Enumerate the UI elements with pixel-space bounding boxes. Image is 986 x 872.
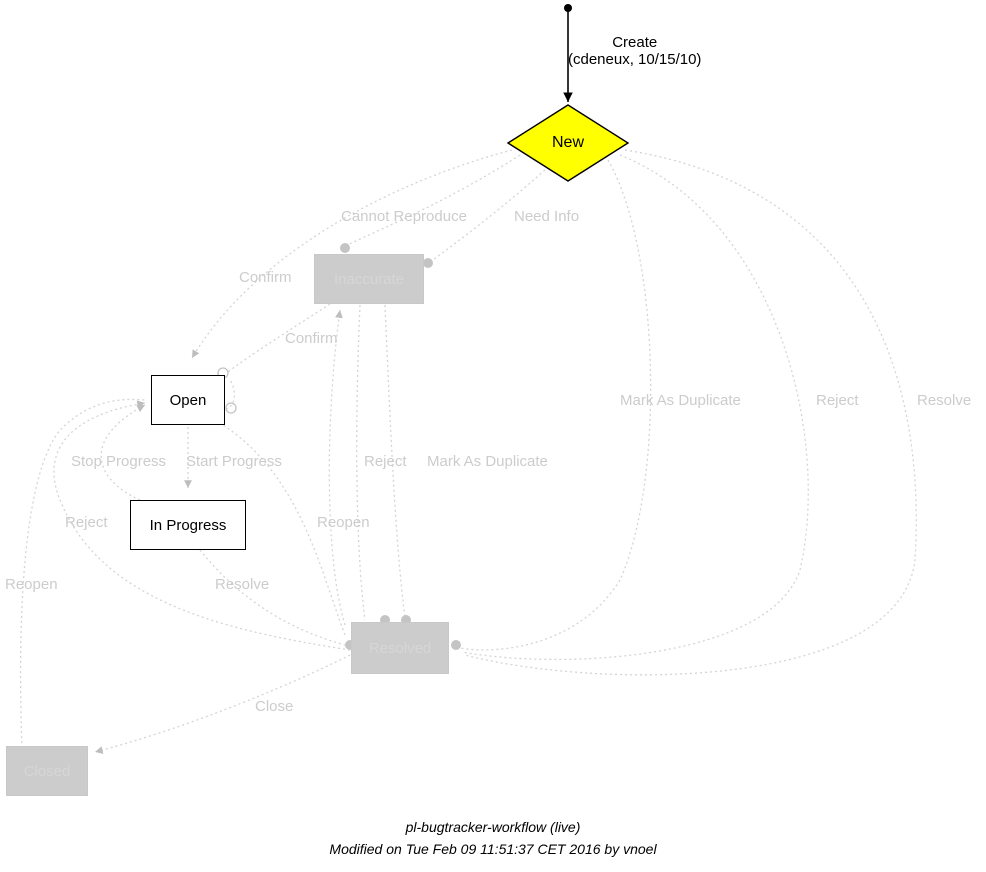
node-in-progress[interactable]: [130, 500, 246, 550]
create-label-line1: Create: [612, 34, 658, 51]
node-new-label: [528, 131, 608, 155]
edge-label-reject-mid: Reject: [364, 453, 407, 470]
edge-label-cannot-reproduce: Cannot Reproduce: [341, 208, 467, 225]
edge-label-reject-left: Reject: [65, 514, 108, 531]
edge-close: [95, 655, 350, 752]
edge-resolve-inprogress: [200, 550, 345, 645]
node-new-text: New: [551, 134, 584, 151]
node-inaccurate-label: Inaccurate: [333, 270, 405, 288]
edge-reopen-resolved: [329, 310, 345, 625]
create-transition-label: [568, 34, 701, 68]
create-label-line2: (cdeneux, 10/15/10): [568, 51, 702, 68]
edge-label-start-progress: Start Progress: [186, 453, 282, 470]
edge-label-need-info: Need Info: [514, 208, 580, 225]
edge-resolve-new: [465, 150, 916, 675]
node-inaccurate[interactable]: [314, 254, 424, 304]
edge-label-reject-right: Reject: [816, 392, 859, 409]
node-open[interactable]: [151, 375, 225, 425]
edge-cannot-reproduce: [345, 155, 520, 246]
edge-label-mark-as-duplicate-mid: Mark As Duplicate: [427, 453, 548, 470]
edge-label-reopen-mid: Reopen: [317, 514, 370, 531]
node-in-progress-label: In Progress: [149, 516, 227, 534]
edge-label-confirm-lower: Confirm: [285, 330, 338, 347]
node-open-label: Open: [169, 391, 207, 409]
edge-label-resolve-right: Resolve: [917, 392, 972, 409]
edge-reopen-closed: [21, 399, 145, 748]
edge-label-reopen-left: Reopen: [5, 576, 58, 593]
node-closed[interactable]: [6, 746, 88, 796]
node-resolved-label: Resolved: [368, 639, 432, 657]
edge-label-close: Close: [255, 698, 294, 715]
node-resolved[interactable]: [351, 622, 449, 674]
edge-label-mark-as-duplicate-right: Mark As Duplicate: [620, 392, 741, 409]
diagram-subtitle: Modified on Tue Feb 09 11:51:37 CET 2016 by vnoel: [329, 841, 657, 857]
node-closed-label: Closed: [23, 762, 71, 780]
edge-label-resolve-mid: Resolve: [215, 576, 270, 593]
edge-label-confirm-upper: Confirm: [239, 269, 292, 286]
edge-label-stop-progress: Stop Progress: [71, 453, 167, 470]
diagram-title: pl-bugtracker-workflow (live): [405, 819, 581, 835]
